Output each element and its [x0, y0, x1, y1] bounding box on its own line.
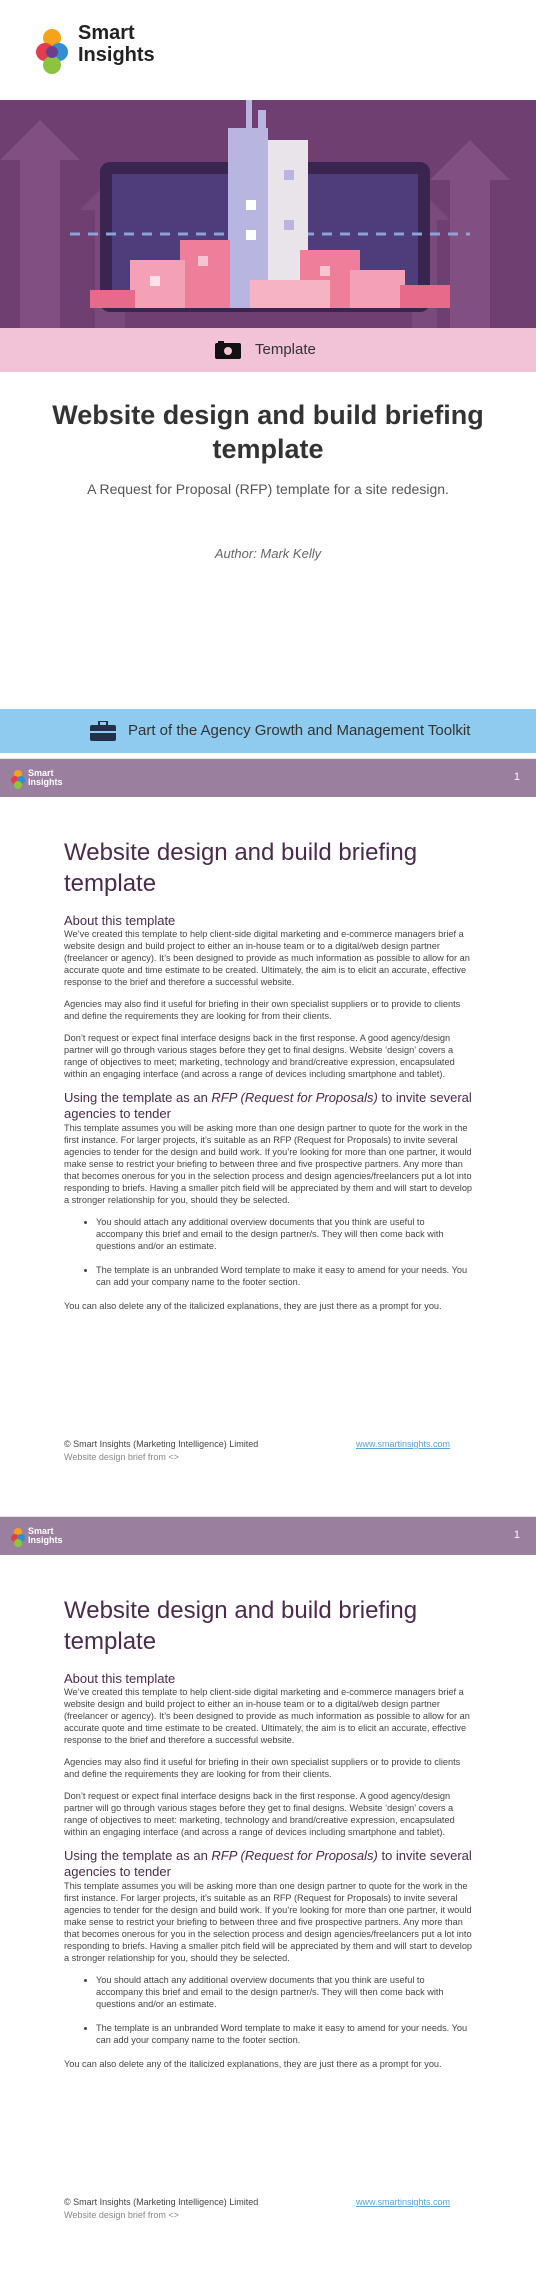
page-footer	[64, 1439, 474, 1462]
footer-copyright: © Smart Insights (Marketing Intelligence) Limited	[64, 2197, 259, 2207]
cover-subtitle: A Request for Proposal (RFP) template for a site redesign.	[87, 481, 449, 497]
logo-wordmark: Smart Insights	[78, 22, 155, 66]
template-badge-bar	[0, 328, 536, 372]
list-item: • You should attach any additional overview documents that you think are useful to accompany this brief and email to the design partner/s. They will then come back with questions and/or an estimate.	[96, 1216, 474, 1252]
document-body	[64, 837, 474, 1322]
page-number: 1	[513, 1529, 520, 1541]
cover-author: Author: Mark Kelly	[214, 546, 322, 561]
document-title: Website design and build briefing template	[64, 839, 418, 897]
rfp-heading: Using the template as an RFP (Request for Proposals) to invite several agencies to tender	[64, 1090, 472, 1121]
cover-title: Website design and build briefing template	[52, 400, 484, 464]
document-body	[64, 1595, 474, 2080]
template-badge-label: Template	[255, 341, 316, 358]
closing-paragraph: You can also delete any of the italicized explanations, they are just there as a prompt for you.	[64, 2059, 442, 2069]
toolkit-label: Part of the Agency Growth and Management Toolkit	[128, 722, 471, 739]
about-heading: About this template	[64, 913, 176, 928]
rfp-paragraph: This template assumes you will be asking more than one design partner to quote for the work in the first instance. For larger projects, it’s suitable as an RFP (Request for Proposals) to invite several agencies to tender for the design and build work. If you’re looking for more than one partner, it would make sense to restrict your briefing to between three and five prospective partners. Any more than that becomes onerous for you in the selection process and design agencies/freelancers put a lot into responding to briefs. Having a smaller pitch field will be appreciated by them and will start to develop a stronger relationship for you, should they be selected.	[64, 1881, 473, 1963]
page-header	[0, 759, 536, 797]
about-paragraph-2: Agencies may also find it useful for briefing in their own specialist suppliers or to provide to clients and define the requirements they are looking for from their clients.	[64, 1757, 461, 1779]
page-header	[0, 1517, 536, 1555]
about-paragraph-1: We’ve created this template to help client-side digital marketing and e-commerce managers brief a website design and build project to either an in-house team or to a digital/web design partner (freelancer or agency). It’s been designed to provide as much information as possible to allow for an accurate quote and time estimate to be created. Ultimately, the aim is to elicit an accurate, effective response to the brief and therefore a successful website.	[64, 1687, 470, 1745]
about-heading: About this template	[64, 1671, 176, 1686]
list-item: • You should attach any additional overview documents that you think are useful to accompany this brief and email to the design partner/s. They will then come back with questions and/or an estimate.	[96, 1974, 474, 2010]
list-item: • The template is an unbranded Word template to make it easy to amend for your needs. You can add your company name to the footer section.	[96, 1264, 474, 1288]
about-paragraph-2: Agencies may also find it useful for briefing in their own specialist suppliers or to provide to clients and define the requirements they are looking for from their clients.	[64, 999, 461, 1021]
tips-list	[64, 1216, 474, 1288]
footer-copyright: © Smart Insights (Marketing Intelligence) Limited	[64, 1439, 259, 1449]
camera-icon	[215, 341, 241, 359]
about-paragraph-3: Don’t request or expect final interface designs back in the first response. A good agency/design partner will go through various stages before they get to final designs. Website ‘design’ covers a range of objectives to meet; marketing, technology and brand/creative expression, encapsulated within an engaging interface (and across a range of devices including smartphone and tablet).	[64, 1033, 455, 1079]
footer-brief: Website design brief from <>	[64, 2210, 179, 2220]
small-logo-wordmark: Smart Insights	[28, 1526, 63, 1545]
rfp-paragraph: This template assumes you will be asking more than one design partner to quote for the work in the first instance. For larger projects, it’s suitable as an RFP (Request for Proposals) to invite several agencies to tender for the design and build work. If you’re looking for more than one partner, it would make sense to restrict your briefing to between three and five prospective partners. Any more than that becomes onerous for you in the selection process and design agencies/freelancers put a lot into responding to briefs. Having a smaller pitch field will be appreciated by them and will start to develop a stronger relationship for you, should they be selected.	[64, 1123, 473, 1205]
page-number: 1	[513, 771, 520, 783]
footer-brief: Website design brief from <>	[64, 1452, 179, 1462]
about-paragraph-3: Don’t request or expect final interface designs back in the first response. A good agency/design partner will go through various stages before they get to final designs. Website ‘design’ covers a range of objectives to meet: marketing, technology and brand/creative expression, encapsulated within an engaging interface (and across a range of devices including smartphone and tablet).	[64, 1791, 455, 1837]
document-title: Website design and build briefing template	[64, 1597, 418, 1655]
footer-link[interactable]: www.smartinsights.com	[356, 1439, 451, 1449]
rfp-heading: Using the template as an RFP (Request for Proposals) to invite several agencies to tender	[64, 1848, 472, 1879]
briefcase-icon	[90, 721, 116, 741]
footer-link[interactable]: www.smartinsights.com	[356, 2197, 451, 2207]
list-item: • The template is an unbranded Word template to make it easy to amend for your needs. You can add your company name to the footer section.	[96, 2022, 474, 2046]
toolkit-bar	[0, 709, 536, 753]
small-logo-wordmark: Smart Insights	[28, 768, 63, 787]
document-page-2	[0, 1516, 536, 2274]
hero-illustration	[0, 100, 536, 328]
cover-page	[0, 0, 536, 758]
page-footer	[64, 2197, 474, 2220]
document-page-1	[0, 758, 536, 1516]
closing-paragraph: You can also delete any of the italicized explanations, they are just there as a prompt for you.	[64, 1301, 442, 1311]
tips-list	[64, 1974, 474, 2046]
about-paragraph-1: We’ve created this template to help client-side digital marketing and e-commerce managers brief a website design and build project to either an in-house team or to a digital/web design partner (freelancer or agency). It’s been designed to provide as much information as possible to allow for an accurate quote and time estimate to be created. Ultimately, the aim is to elicit an accurate, effective response to the brief and therefore a successful website.	[64, 929, 470, 987]
